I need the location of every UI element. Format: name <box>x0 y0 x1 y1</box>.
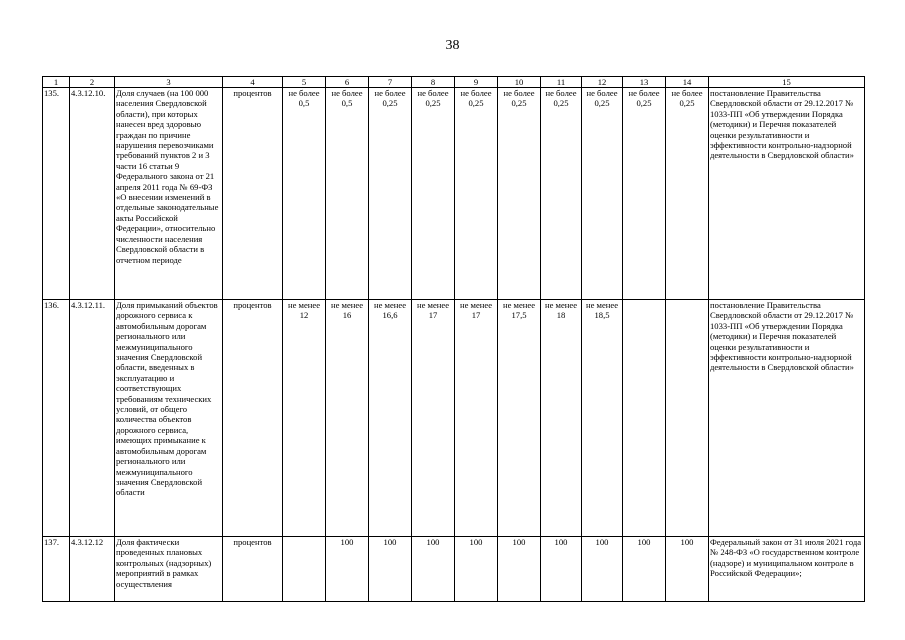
value-cell: 100 <box>666 537 709 602</box>
value-cell: 100 <box>623 537 666 602</box>
column-header: 8 <box>412 77 455 88</box>
unit: процентов <box>223 300 283 537</box>
column-header: 3 <box>115 77 223 88</box>
column-header: 10 <box>498 77 541 88</box>
column-header: 4 <box>223 77 283 88</box>
indicator-name <box>115 537 223 602</box>
column-header: 7 <box>369 77 412 88</box>
column-header: 5 <box>283 77 326 88</box>
value-cell: не более 0,25 <box>498 88 541 300</box>
value-cell: не более 0,25 <box>369 88 412 300</box>
row-number: 135. <box>43 88 70 300</box>
row-code: 4.3.12.12 <box>70 537 115 602</box>
value-cell: не более 0,25 <box>412 88 455 300</box>
column-header: 14 <box>666 77 709 88</box>
column-number-row <box>43 77 865 88</box>
value-cell: не более 0,25 <box>455 88 498 300</box>
column-header: 15 <box>709 77 865 88</box>
value-cell <box>666 300 709 537</box>
value-cell: не менее 18,5 <box>582 300 623 537</box>
value-cell: не более 0,25 <box>623 88 666 300</box>
row-code: 4.3.12.10. <box>70 88 115 300</box>
indicator-name: Доля примыканий объектов дорожного сервиса к автомобильным дорогам регионального или межмуниципального значения Свердловской области, введенных в эксплуатацию и соответствующих требованиям технических условий, от общего количества объектов дорожного сервиса, имеющих примыкание к автомобильным дорогам регионального или межмуниципального значения Свердловской области <box>115 300 223 537</box>
value-cell: не менее 18 <box>541 300 582 537</box>
row-number: 136. <box>43 300 70 537</box>
value-cell: не менее 16 <box>326 300 369 537</box>
value-cell: не менее 17 <box>455 300 498 537</box>
value-cell: не менее 17 <box>412 300 455 537</box>
value-cell: 100 <box>455 537 498 602</box>
legal-basis: постановление Правительства Свердловской области от 29.12.2017 № 1033-ПП «Об утверждении Порядка (методики) и Перечня показателей оценки результативности и эффективности контрольно-надзорной деятельности в Свердловской области» <box>709 300 865 537</box>
row-code: 4.3.12.11. <box>70 300 115 537</box>
legal-basis-text: Федеральный закон от 31 июля 2021 года № 248-ФЗ «О государственном контроле (надзоре) и муниципальном контроле в Российской Федерации»; <box>710 537 862 579</box>
column-header: 6 <box>326 77 369 88</box>
value-cell: 100 <box>582 537 623 602</box>
column-header: 12 <box>582 77 623 88</box>
indicators-table <box>42 76 865 602</box>
table-row <box>43 300 865 537</box>
indicator-name-text: Доля фактически проведенных плановых контрольных (надзорных) мероприятий в рамках осуществления <box>116 537 212 589</box>
value-cell <box>283 537 326 602</box>
page-number: 38 <box>445 38 460 53</box>
legal-basis <box>709 537 865 602</box>
value-cell: не менее 17,5 <box>498 300 541 537</box>
value-cell <box>623 300 666 537</box>
unit: процентов <box>223 88 283 300</box>
value-cell: 100 <box>369 537 412 602</box>
column-header: 13 <box>623 77 666 88</box>
unit: процентов <box>223 537 283 602</box>
value-cell: 100 <box>541 537 582 602</box>
table-row <box>43 88 865 300</box>
value-cell: не более 0,5 <box>326 88 369 300</box>
value-cell: 100 <box>498 537 541 602</box>
column-header: 2 <box>70 77 115 88</box>
value-cell: не более 0,25 <box>541 88 582 300</box>
column-header: 1 <box>43 77 70 88</box>
table-row <box>43 537 865 602</box>
column-header: 11 <box>541 77 582 88</box>
value-cell: не менее 16,6 <box>369 300 412 537</box>
column-header: 9 <box>455 77 498 88</box>
value-cell: не более 0,25 <box>666 88 709 300</box>
value-cell: не более 0,25 <box>582 88 623 300</box>
indicator-name: Доля случаев (на 100 000 населения Свердловской области), при которых нанесен вред здоровью граждан по причине нарушения перевозчиками требований пунктов 2 и 3 части 16 статьи 9 Федерального закона от 21 апреля 2011 года № 69-ФЗ «О внесении изменений в отдельные законодательные акты Российской Федерации», относительно численности населения Свердловской области в отчетном периоде <box>115 88 223 300</box>
value-cell: не менее 12 <box>283 300 326 537</box>
value-cell: 100 <box>326 537 369 602</box>
row-number: 137. <box>43 537 70 602</box>
legal-basis: постановление Правительства Свердловской области от 29.12.2017 № 1033-ПП «Об утверждении Порядка (методики) и Перечня показателей оценки результативности и эффективности контрольно-надзорной деятельности в Свердловской области» <box>709 88 865 300</box>
value-cell: 100 <box>412 537 455 602</box>
value-cell: не более 0,5 <box>283 88 326 300</box>
